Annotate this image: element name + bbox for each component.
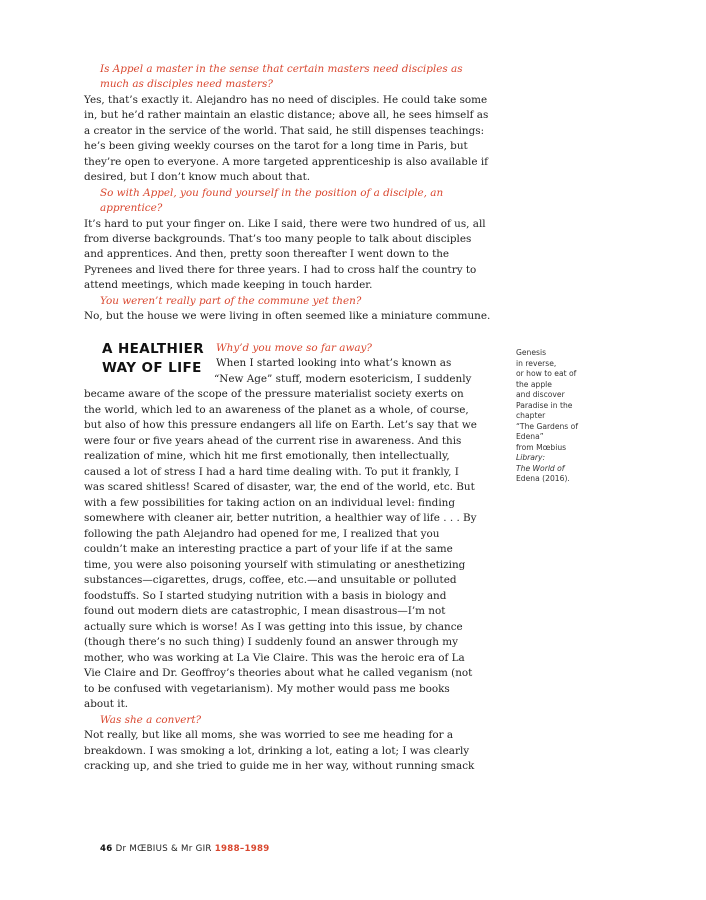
sidenote-line: Paradise in the <box>516 400 573 410</box>
answer-line: When I started looking into what’s known as <box>216 357 452 369</box>
page-footer <box>100 844 270 854</box>
answer-line: Not really, but like all moms, she was worried to see me heading for a <box>84 729 454 741</box>
answer-line: Yes, that’s exactly it. Alejandro has no need of disciples. He could take some <box>84 94 488 106</box>
answer-line: Vie Claire and Dr. Geoffroy’s theories about what he called veganism (not <box>84 667 473 679</box>
book-title: Dr MŒBIUS & Mr GIR <box>115 844 212 854</box>
sidenote-line: in reverse, <box>516 358 557 368</box>
answer-line: somewhere with cleaner air, better nutrition, a healthier way of life . . . By <box>84 512 477 524</box>
answer-line: mother, who was working at La Vie Claire. This was the heroic era of La <box>84 652 465 664</box>
subheading-line: WAY OF LIFE <box>102 360 202 376</box>
answer-line: cracking up, and she tried to guide me in her way, without running smack <box>84 760 475 772</box>
answer-line: It’s hard to put your finger on. Like I said, there were two hundred of us, all <box>84 218 486 230</box>
sidenote-caption <box>516 348 596 485</box>
sidenote-line: chapter <box>516 411 546 420</box>
answer-line: No, but the house we were living in often seemed like a miniature commune. <box>84 310 491 322</box>
answer-line: the world, which led to an awareness of the planet as a whole, of course, <box>84 404 469 416</box>
answer-line: following the path Alejandro had opened for me, I realized that you <box>84 528 440 540</box>
question-line: Is Appel a master in the sense that certain masters need disciples as <box>100 63 463 75</box>
answer-line: he’s been giving weekly courses on the tarot for a long time in Paris, but <box>84 140 468 152</box>
answer-line: they’re open to everyone. A more targeted apprenticeship is also available if <box>84 156 488 168</box>
answer-line: a creator in the service of the world. That said, he still dispenses teachings: <box>84 125 485 137</box>
answer-line: “New Age” stuff, modern esotericism, I suddenly <box>214 373 472 385</box>
sidenote-line: the apple <box>516 379 552 389</box>
answer-line: became aware of the scope of the pressure materialist society exerts on <box>84 388 464 400</box>
answer-line: found out modern diets are catastrophic, I mean disastrous—I’m not <box>84 605 446 617</box>
answer-line: actually sure which is worse! As I was getting into this issue, by chance <box>84 621 463 633</box>
answer-line: to be confused with vegetarianism). My mother would pass me books <box>84 683 450 695</box>
answer-line: Pyrenees and lived there for three years. I had to cross half the country to <box>84 264 477 276</box>
answer-line: with a few possibilities for taking action on an individual level: finding <box>84 497 455 509</box>
answer-line: but also of how this pressure endangers all life on Earth. Let’s say that we <box>84 419 477 431</box>
question-line: So with Appel, you found yourself in the position of a disciple, an <box>100 187 444 199</box>
page-number: 46 <box>100 844 113 854</box>
sidenote-line: Edena (2016). <box>516 474 570 483</box>
answer-line: realization of mine, which hit me first emotionally, then intellectually, <box>84 450 450 462</box>
answer-line: (though there’s no such thing) I suddenly found an answer through my <box>84 636 458 648</box>
answer-line: was scared shitless! Scared of disaster, war, the end of the world, etc. But <box>84 481 475 493</box>
question-line: You weren’t really part of the commune yet then? <box>100 295 362 307</box>
question-line: Why’d you move so far away? <box>216 342 372 354</box>
question-line: Was she a convert? <box>100 714 202 726</box>
sidenote-line: The World of <box>516 463 565 473</box>
sidenote-line: or how to eat of <box>516 369 577 378</box>
answer-line: foodstuffs. So I started studying nutrition with a basis in biology and <box>84 590 447 602</box>
sidenote-line: Library: <box>516 453 546 462</box>
answer-line: from diverse backgrounds. That’s too many people to talk about disciples <box>84 233 472 245</box>
section-subheading <box>102 340 205 378</box>
answer-line: desired, but I don’t know much about that. <box>84 171 311 183</box>
answer-line: about it. <box>84 698 129 710</box>
answer-line: couldn’t make an interesting practice a part of your life if at the same <box>84 543 453 555</box>
answer-line: were four or five years ahead of the current rise in awareness. And this <box>84 435 462 447</box>
answer-line: substances—cigarettes, drugs, coffee, etc.—and unsuitable or polluted <box>84 574 457 586</box>
sidenote-line: Genesis <box>516 348 547 357</box>
chapter-years: 1988–1989 <box>214 844 270 854</box>
question-line: apprentice? <box>100 202 163 214</box>
answer-line: breakdown. I was smoking a lot, drinking a lot, eating a lot; I was clearly <box>84 745 470 757</box>
answer-line: and apprentices. And then, pretty soon thereafter I went down to the <box>84 248 450 260</box>
answer-line: in, but he’d rather maintain an elastic distance; above all, he sees himself as <box>84 109 489 121</box>
subheading-line: A HEALTHIER <box>102 341 205 357</box>
sidenote-line: and discover <box>516 390 565 399</box>
sidenote-line: Edena” <box>516 432 544 441</box>
answer-line: time, you were also poisoning yourself with stimulating or anesthetizing <box>84 559 466 571</box>
question-line: much as disciples need masters? <box>100 78 273 90</box>
sidenote-line: “The Gardens of <box>516 421 578 431</box>
answer-line: caused a lot of stress I had a hard time dealing with. To put it frankly, I <box>84 466 459 478</box>
answer-line: attend meetings, which made keeping in touch harder. <box>84 279 373 291</box>
sidenote-line: from Mœbius <box>516 442 567 452</box>
